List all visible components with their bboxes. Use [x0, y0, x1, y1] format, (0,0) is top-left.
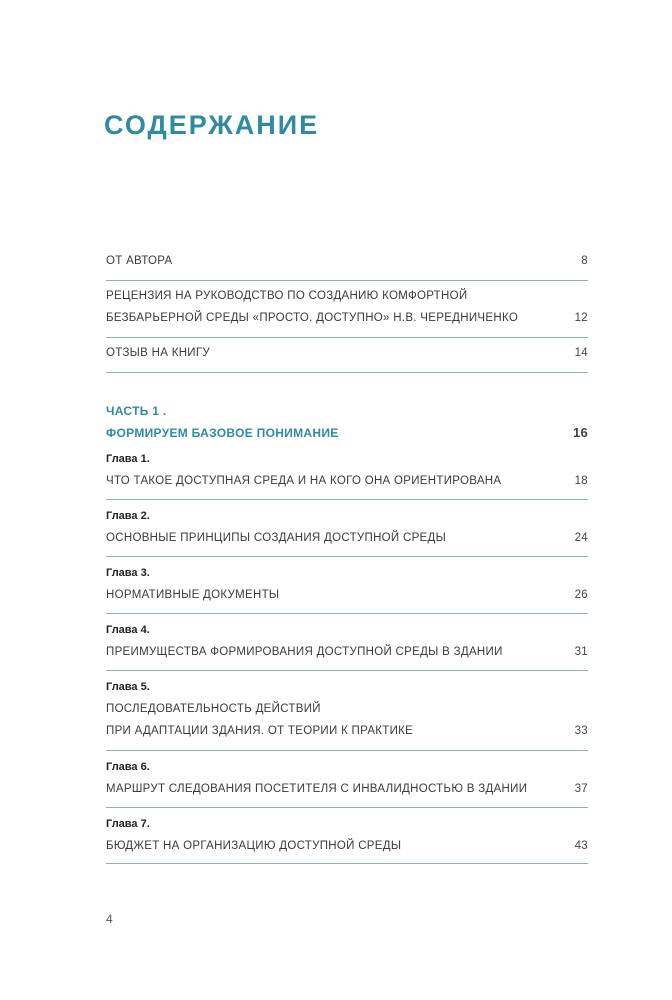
- page-title: СОДЕРЖАНИЕ: [104, 110, 320, 140]
- chapter-entry[interactable]: [106, 813, 588, 864]
- chapter-title: ПРЕИМУЩЕСТВА ФОРМИРОВАНИЯ ДОСТУПНОЙ СРЕДЫ В ЗДАНИИ: [106, 646, 503, 658]
- chapter-label: Глава 3.: [106, 567, 150, 579]
- chapter-title: МАРШРУТ СЛЕДОВАНИЯ ПОСЕТИТЕЛЯ С ИНВАЛИДНОСТЬЮ В ЗДАНИИ: [106, 783, 528, 795]
- chapter-title: БЮДЖЕТ НА ОРГАНИЗАЦИЮ ДОСТУПНОЙ СРЕДЫ: [106, 840, 402, 852]
- chapter-entry[interactable]: [106, 756, 588, 808]
- chapter-label: Глава 7.: [106, 818, 150, 830]
- chapter-entry[interactable]: [106, 676, 588, 751]
- chapter-label: Глава 2.: [106, 510, 150, 522]
- chapter-title: НОРМАТИВНЫЕ ДОКУМЕНТЫ: [106, 589, 280, 601]
- chapter-entry[interactable]: [106, 562, 588, 614]
- chapter-entry[interactable]: [106, 505, 588, 557]
- toc-entry[interactable]: [106, 250, 588, 281]
- chapter-title: ПРИ АДАПТАЦИИ ЗДАНИЯ. ОТ ТЕОРИИ К ПРАКТИКЕ: [106, 725, 414, 737]
- entry-page: 14: [574, 347, 588, 359]
- part-heading[interactable]: [106, 400, 588, 444]
- entry-title: БЕЗБАРЬЕРНОЙ СРЕДЫ «ПРОСТО. ДОСТУПНО» Н.В. ЧЕРЕДНИЧЕНКО: [106, 312, 519, 324]
- part-label: ЧАСТЬ 1 .: [106, 404, 167, 418]
- toc-entry[interactable]: [106, 285, 588, 338]
- chapter-title: ПОСЛЕДОВАТЕЛЬНОСТЬ ДЕЙСТВИЙ: [106, 703, 321, 715]
- entry-title: ОТ АВТОРА: [106, 255, 173, 267]
- toc-entry[interactable]: [106, 342, 588, 373]
- chapter-title: ЧТО ТАКОЕ ДОСТУПНАЯ СРЕДА И НА КОГО ОНА ОРИЕНТИРОВАНА: [106, 475, 502, 487]
- chapter-page: 43: [574, 840, 588, 852]
- chapter-page: 26: [574, 589, 588, 601]
- chapter-page: 31: [574, 646, 588, 658]
- chapter-page: 18: [574, 475, 588, 487]
- chapter-page: 37: [574, 783, 588, 795]
- chapter-label: Глава 4.: [106, 624, 150, 636]
- page-number: 4: [106, 912, 113, 926]
- chapter-entry[interactable]: [106, 619, 588, 671]
- entry-page: 12: [574, 312, 588, 324]
- chapter-label: Глава 1.: [106, 453, 150, 465]
- chapter-entry[interactable]: [106, 448, 588, 500]
- chapter-label: Глава 6.: [106, 761, 150, 773]
- entry-title: ОТЗЫВ НА КНИГУ: [106, 347, 211, 359]
- part-title: ФОРМИРУЕМ БАЗОВОЕ ПОНИМАНИЕ: [106, 426, 339, 440]
- part-page: 16: [572, 425, 588, 440]
- chapter-title: ОСНОВНЫЕ ПРИНЦИПЫ СОЗДАНИЯ ДОСТУПНОЙ СРЕДЫ: [106, 532, 447, 544]
- entry-title: РЕЦЕНЗИЯ НА РУКОВОДСТВО ПО СОЗДАНИЮ КОМФОРТНОЙ: [106, 290, 468, 302]
- chapter-label: Глава 5.: [106, 681, 150, 693]
- entry-page: 8: [581, 255, 588, 267]
- chapter-page: 33: [574, 725, 588, 737]
- chapter-page: 24: [574, 532, 588, 544]
